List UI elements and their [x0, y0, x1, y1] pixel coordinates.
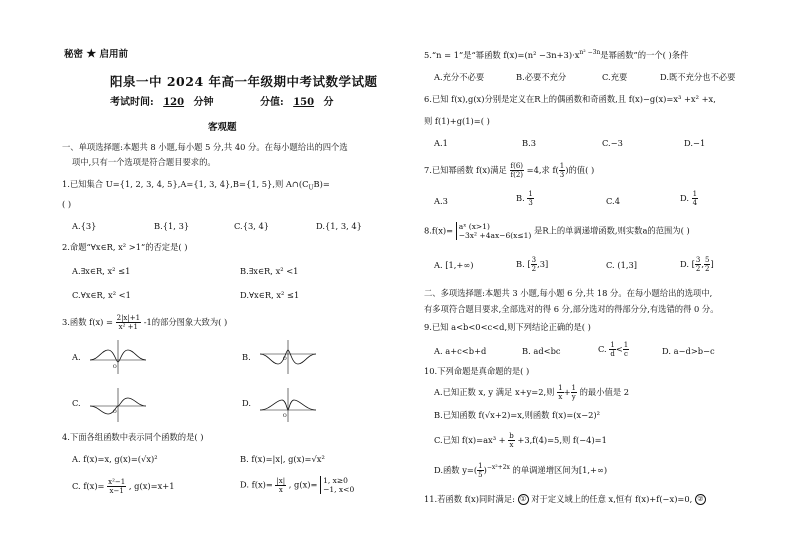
- q10-a-post: 的最小值是 2: [579, 387, 630, 397]
- q10-c-post: +3,f(4)=5,则 f(−4)=1: [517, 435, 607, 445]
- q8-cases: [456, 222, 532, 240]
- q8-d-num1: 3: [695, 256, 701, 264]
- q7-option-d[interactable]: [680, 190, 698, 207]
- q7-stem-mid: =4,求 f: [526, 165, 556, 175]
- q5-stem-text: 5.“n = 1”是“幂函数 f(x)=(n² −3n+3)·x: [424, 50, 580, 60]
- circled-two-icon: ②: [695, 494, 706, 505]
- q4-c-frac: [107, 478, 126, 495]
- q10-a-num2: 1: [571, 384, 576, 392]
- secret-mark: [64, 48, 128, 60]
- q10-c-pre: C.已知 f(x)=ax³ +: [434, 435, 506, 445]
- q3-stem-pre: 3.函数 f(x) =: [62, 317, 113, 327]
- q10-a-den2: y: [571, 393, 576, 401]
- q7-stem: 7.已知幂函数 f(x)满足 $\frac{f(6)}{f(2)}$ =4,求 f( $\frac{1}{3}$ )的值( ): [424, 162, 595, 179]
- q4-d-case2: −1, x<0: [323, 485, 355, 494]
- q4-d-mid: , g(x)=: [288, 479, 318, 490]
- q7-frac-den: f(2): [510, 171, 524, 179]
- secret-label: 秘密: [64, 49, 84, 60]
- q1-option-b[interactable]: B.{1, 3}: [154, 221, 190, 231]
- q9-c-frac1: [609, 341, 615, 358]
- q4-d-cases: [320, 476, 354, 494]
- q7-frac-num: f(6): [510, 162, 524, 170]
- q8-stem-pre: 8.f(x)=: [424, 225, 454, 236]
- q7-d-num: 1: [692, 190, 698, 198]
- q9-c-pre: C.: [598, 344, 607, 354]
- q8-d-den1: 2: [695, 265, 701, 273]
- q5-stem-end: 是幂函数”的一个( )条件: [600, 50, 689, 60]
- q8-stem: [424, 222, 690, 240]
- q2-stem: 2.命题“∀x∈R, x² >1”的否定是( ): [62, 242, 188, 252]
- q1-stem-sub: U: [308, 184, 314, 192]
- q2-option-d[interactable]: D.∀x∈R, x² ≤1: [240, 290, 300, 300]
- q6-stem-1: 6.已知 f(x),g(x)分别是定义在R上的偶函数和奇函数,且 f(x)−g(x)=x³ +x² +x,: [424, 94, 716, 104]
- exam-score: [260, 97, 334, 108]
- q10-c-den: x: [509, 441, 514, 449]
- time-value: 120: [163, 97, 185, 108]
- q11-stem-text: 11.若函数 f(x)同时满足:: [424, 494, 515, 504]
- q9-option-a[interactable]: A. a+c<b+d: [434, 346, 487, 356]
- q7-stem-post: 的值( ): [568, 165, 595, 175]
- q10-option-c[interactable]: [434, 432, 607, 449]
- q7-arg-den: 3: [559, 171, 565, 179]
- q6-option-a[interactable]: A.1: [434, 138, 448, 148]
- q3-graph-c[interactable]: [88, 386, 148, 424]
- section2-intro-2: 有多项符合题目要求,全部选对的得 6 分,部分选对的得部分分,有选错的得 0 分。: [424, 304, 719, 314]
- q3-frac-den: x² +1: [118, 323, 138, 331]
- q7-b-num: 1: [528, 190, 533, 198]
- q4-d-den: x: [278, 485, 283, 494]
- q3-label-a[interactable]: A.: [72, 352, 81, 362]
- q9-c-num2: 1: [623, 341, 629, 349]
- q7-option-a[interactable]: A.3: [434, 196, 448, 206]
- q5-option-d[interactable]: D.既不充分也不必要: [660, 72, 736, 82]
- q4-d-num: |x|: [276, 476, 286, 485]
- q8-b-num: 3: [531, 256, 537, 264]
- q8-d-pre: D.: [680, 259, 689, 269]
- q10-c-frac: [508, 432, 514, 449]
- svg-text:O: O: [283, 414, 287, 419]
- q8-d-frac2: [704, 256, 710, 273]
- time-unit: 分钟: [193, 97, 214, 108]
- q8-case1: aˣ (x>1): [458, 222, 490, 231]
- q10-d-num: 1: [478, 462, 483, 470]
- q7-b-pre: B.: [516, 193, 525, 203]
- q9-option-d[interactable]: D. a−d>b−c: [662, 346, 715, 356]
- q3-graph-d[interactable]: [258, 386, 318, 424]
- q10-d-post: 的单调递增区间为[1,+∞): [512, 465, 608, 475]
- q7-b-frac: [527, 190, 533, 207]
- q10-option-b[interactable]: B.已知函数 f(√x+2)=x,则函数 f(x)=(x−2)²: [434, 410, 600, 420]
- q7-option-b[interactable]: [516, 190, 534, 207]
- q3-label-c[interactable]: C.: [72, 398, 81, 408]
- q10-a-den1: x: [558, 393, 563, 401]
- q1-option-d[interactable]: D.{1, 3, 4}: [316, 221, 362, 231]
- q1-stem-end: B)=: [313, 179, 330, 189]
- q2-option-a[interactable]: A.∃x∈R, x² ≤1: [72, 266, 131, 276]
- score-value: 150: [293, 97, 315, 108]
- q10-d-sup: −x²+2x: [486, 464, 510, 472]
- q5-option-b[interactable]: B.必要不充分: [516, 72, 567, 82]
- q9-stem: 9.已知 a<b<0<c<d,则下列结论正确的是( ): [424, 322, 591, 332]
- q7-arg-num: 1: [559, 162, 565, 170]
- q10-c-num: b: [509, 432, 514, 440]
- q8-case2: −3x² +4ax−6(x≤1): [458, 231, 532, 240]
- q4-d-frac: [275, 477, 286, 494]
- q3-label-b[interactable]: B.: [242, 352, 251, 362]
- q4-d-pre: D. f(x)=: [240, 479, 273, 490]
- q7-stem-pre: 7.已知幂函数 f(x)满足: [424, 165, 507, 175]
- time-label: 考试时间:: [110, 97, 154, 108]
- q5-option-a[interactable]: A.充分不必要: [434, 72, 485, 82]
- q1-option-c[interactable]: C.{3, 4}: [234, 221, 270, 231]
- q1-option-a[interactable]: A.{3}: [72, 221, 97, 231]
- q9-option-b[interactable]: B. ad<bc: [522, 346, 561, 356]
- q10-stem: 10.下列命题是真命题的是( ): [424, 366, 530, 376]
- q7-d-frac: [692, 190, 698, 207]
- q10-a-pre: A.已知正数 x, y 满足 x+y=2,则: [434, 387, 555, 397]
- q11-stem-mid: 对于定义域上的任意 x,恒有 f(x)+f(−x)=0,: [531, 494, 693, 504]
- q8-option-b[interactable]: B. [ $\frac{3}{2}$ ,3]: [516, 256, 549, 273]
- page-title: 阳泉一中 2024 年高一年级期中考试数学试题: [110, 74, 378, 89]
- q7-frac: [510, 162, 525, 179]
- q9-c-frac2: [623, 341, 629, 358]
- q4-option-c[interactable]: [72, 478, 174, 495]
- q10-a-frac2: [571, 384, 577, 401]
- q7-d-den: 4: [692, 199, 698, 207]
- q8-b-pre: B.: [516, 259, 525, 269]
- q5-option-c[interactable]: C.充要: [602, 72, 628, 82]
- graph-a-o: O: [113, 365, 117, 370]
- q8-option-a[interactable]: A. [1,+∞): [434, 260, 474, 270]
- q9-c-num1: 1: [610, 341, 615, 349]
- q8-b-den: 2: [531, 265, 537, 273]
- q6-stem-2: 则 f(1)+g(1)=( ): [424, 116, 490, 126]
- q4-c-pre: C. f(x)=: [72, 481, 105, 491]
- q10-d-pre: D.函数 y=: [434, 465, 474, 475]
- secret-suffix: 启用前: [99, 49, 129, 60]
- q8-d-frac1: [695, 256, 701, 273]
- q4-c-num: x²−1: [108, 478, 126, 486]
- score-unit: 分: [323, 97, 334, 108]
- q10-a-num1: 1: [558, 384, 563, 392]
- q4-option-a[interactable]: A. f(x)=x, g(x)=(√x)²: [72, 454, 158, 464]
- q9-c-den2: c: [624, 350, 628, 358]
- q11-stem: [424, 494, 706, 505]
- q6-option-b[interactable]: B.3: [522, 138, 537, 148]
- q4-option-d[interactable]: [240, 476, 354, 494]
- q6-option-d[interactable]: D.−1: [684, 138, 706, 148]
- q10-option-d[interactable]: D.函数 y=( $\frac{1}{5}$ )$^{-x^2+2x}$ 的单调递增区间为[1,+∞): [434, 462, 608, 479]
- q9-option-c[interactable]: C. $\frac{1}{d}$ < $\frac{1}{c}$: [598, 341, 629, 358]
- score-label: 分值:: [260, 97, 284, 108]
- circled-one-icon: ①: [518, 494, 529, 505]
- q4-d-case1: 1, x≥0: [323, 476, 348, 485]
- q8-stem-post: 是R上的单调递增函数,则实数a的范围为( ): [534, 225, 690, 236]
- q5-stem: [424, 50, 688, 61]
- q2-option-c[interactable]: C.∀x∈R, x² <1: [72, 290, 131, 300]
- q10-d-frac: [477, 462, 483, 479]
- q3-stem-post: -1的部分图象大致为( ): [143, 317, 228, 327]
- q3-graph-b[interactable]: [258, 338, 318, 376]
- q1-paren: ( ): [62, 199, 72, 209]
- q9-c-den1: d: [610, 350, 615, 358]
- section1-intro-2: 项中,只有一个选项是符合题目要求的。: [72, 157, 216, 167]
- section-objective: 客观题: [208, 122, 237, 133]
- svg-text:O: O: [113, 410, 117, 415]
- q8-d-den2: 2: [704, 265, 710, 273]
- q1-stem: [62, 179, 330, 190]
- q4-stem: 4.下面各组函数中表示同个函数的是( ): [62, 432, 204, 442]
- q10-option-a[interactable]: A.已知正数 x, y 满足 x+y=2,则 $\frac{1}{x}$ + $\frac{1}{y}$ 的最小值是 2: [434, 384, 630, 401]
- q3-frac-num: 2|x|+1: [116, 314, 141, 322]
- section2-intro-1: 二、多项选择题:本题共 3 小题,每小题 6 分,共 18 分。在每小题给出的选项中,: [424, 288, 713, 298]
- q4-option-b[interactable]: B. f(x)=|x|, g(x)=√x²: [240, 454, 325, 464]
- q8-b-mid: ,3: [537, 259, 546, 269]
- q3-label-d[interactable]: D.: [242, 398, 251, 408]
- q10-d-den: 5: [478, 471, 483, 479]
- q8-d-num2: 5: [704, 256, 710, 264]
- q10-a-frac1: [557, 384, 563, 401]
- q7-d-pre: D.: [680, 193, 689, 203]
- q4-c-post: , g(x)=x+1: [128, 481, 175, 491]
- q3-graph-a[interactable]: [88, 338, 148, 376]
- q8-option-c[interactable]: C. (1,3]: [606, 260, 637, 270]
- svg-text:O: O: [283, 357, 287, 362]
- q7-option-c[interactable]: C.4: [606, 196, 620, 206]
- q7-arg-frac: [559, 162, 565, 179]
- star-icon: ★: [86, 47, 97, 60]
- q1-stem-text: 1.已知集合 U={1, 2, 3, 4, 5},A={1, 3, 4},B={1, 5},则 A∩(C: [62, 179, 309, 189]
- q6-option-c[interactable]: C.−3: [602, 138, 623, 148]
- q4-c-den: x−1: [109, 487, 124, 495]
- q3-fraction: [116, 314, 141, 331]
- q5-stem-sup: n² −3n: [579, 49, 601, 57]
- q2-option-b[interactable]: B.∃x∈R, x² <1: [240, 266, 299, 276]
- q8-option-d[interactable]: D. [ $\frac{3}{2}$ , $\frac{5}{2}$ ]: [680, 256, 714, 273]
- exam-time: [110, 97, 214, 108]
- q3-stem: [62, 314, 227, 331]
- section1-intro-1: 一、单项选择题:本题共 8 小题,每小题 5 分,共 40 分。在每小题给出的四个选: [62, 142, 348, 152]
- q7-b-den: 3: [528, 199, 533, 207]
